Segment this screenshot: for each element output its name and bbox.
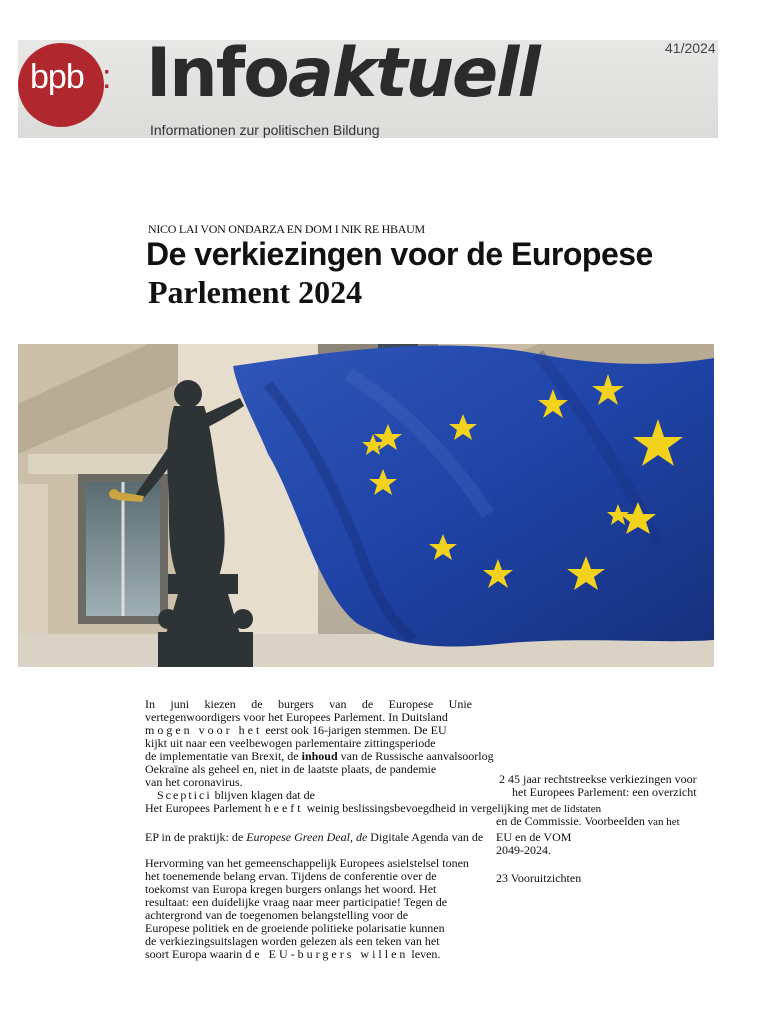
body-text-span: van de Russische aanvalsoorlog [337,749,494,763]
body-text-line: Europese politiek en de groeiende politieke polarisatie kunnen [145,921,445,935]
body-text-line: het toenemende belang ervan. Tijdens de conferentie over de [145,869,437,883]
body-text-line: In juni kiezen de burgers van de Europese Unie [145,697,472,711]
toc-item: 2 45 jaar rechtstreekse verkiezingen voor [499,772,697,786]
body-text-line: 2049-2024. [496,843,551,857]
body-text-line [145,948,440,961]
body-text-span: van het [644,816,680,828]
body-text-bold: inhoud [301,749,338,763]
body-text-line: vertegenwoordigers voor het Europees Parlement. In Duitsland [145,710,448,724]
body-text-italic: Europese Green Deal, de [246,830,368,844]
body-text-line: Oekraïne als geheel en, niet in de laatste plaats, de pandemie [145,762,437,776]
body-text-spaced: de EU-burgers willen [245,947,409,961]
body-text-span: blijven klagen dat de [211,788,315,802]
body-text-line: Hervorming van het gemeenschappelijk Europees asielstelsel tonen [145,856,469,870]
article-title-line2: Parlement 2024 [148,274,363,310]
body-text-spaced: heeft [264,801,304,815]
body-text-span: leven. [408,947,441,961]
body-text-line: de verkiezingsuitslagen worden gelezen als een teken van het [145,934,440,948]
tagline: Informationen zur politischen Bildung [150,122,380,138]
body-text-line [145,831,483,844]
brand-title-plain: Info [146,34,289,113]
article-title-line1: De verkiezingen voor de Europese [146,236,653,272]
authors-line: NICO LAI VON ONDARZA EN DOM I NIK RE HBAUM [148,222,425,236]
body-text-span: soort Europa waarin [145,947,246,961]
body-text-line: van het coronavirus. [145,775,243,789]
body-text-span: de implementatie van Brexit, de [145,749,302,763]
brand-title-italic: aktuell [288,34,539,113]
body-text-span: met de lidstaten [528,803,602,815]
toc-item: 23 Vooruitzichten [496,871,582,885]
body-text-line [496,815,680,829]
brand-title [146,34,539,113]
body-text-line: achtergrond van de toegenomen belangstelling voor de [145,908,409,922]
issue-number: 41/2024 [665,40,716,56]
body-text-spaced: Sceptici [157,788,212,802]
body-text-span: EP in de praktijk: de [145,830,247,844]
body-text-line: toekomst van Europa kregen burgers onlangs het woord. Het [145,882,437,896]
body-text-span: weinig beslissingsbevoegdheid in vergelijking [303,801,529,815]
bpb-logo-colon: : [102,58,112,96]
body-text-line: resultaat: een duidelijke vraag naar meer participatie! Tegen de [145,895,448,909]
body-text-span: en de Commissie. Voorbeelden [496,814,645,828]
bpb-logo-text: bpb [30,58,84,96]
body-text-line: EU en de VOM [496,830,572,844]
toc-item: het Europees Parlement: een overzicht [512,785,697,799]
masthead [18,34,718,138]
body-text-span: Het Europees Parlement [145,801,265,815]
statue-with-eu-flag-photo [18,344,714,667]
body-text-span: Digitale Agenda van de [367,830,484,844]
body-text-spaced: mogen voor het [145,723,263,737]
body-text-span: eerst ook 16-jarigen stemmen. De EU [262,723,447,737]
body-text-line: kijkt uit naar een veelbewogen parlementaire zittingsperiode [145,736,436,750]
